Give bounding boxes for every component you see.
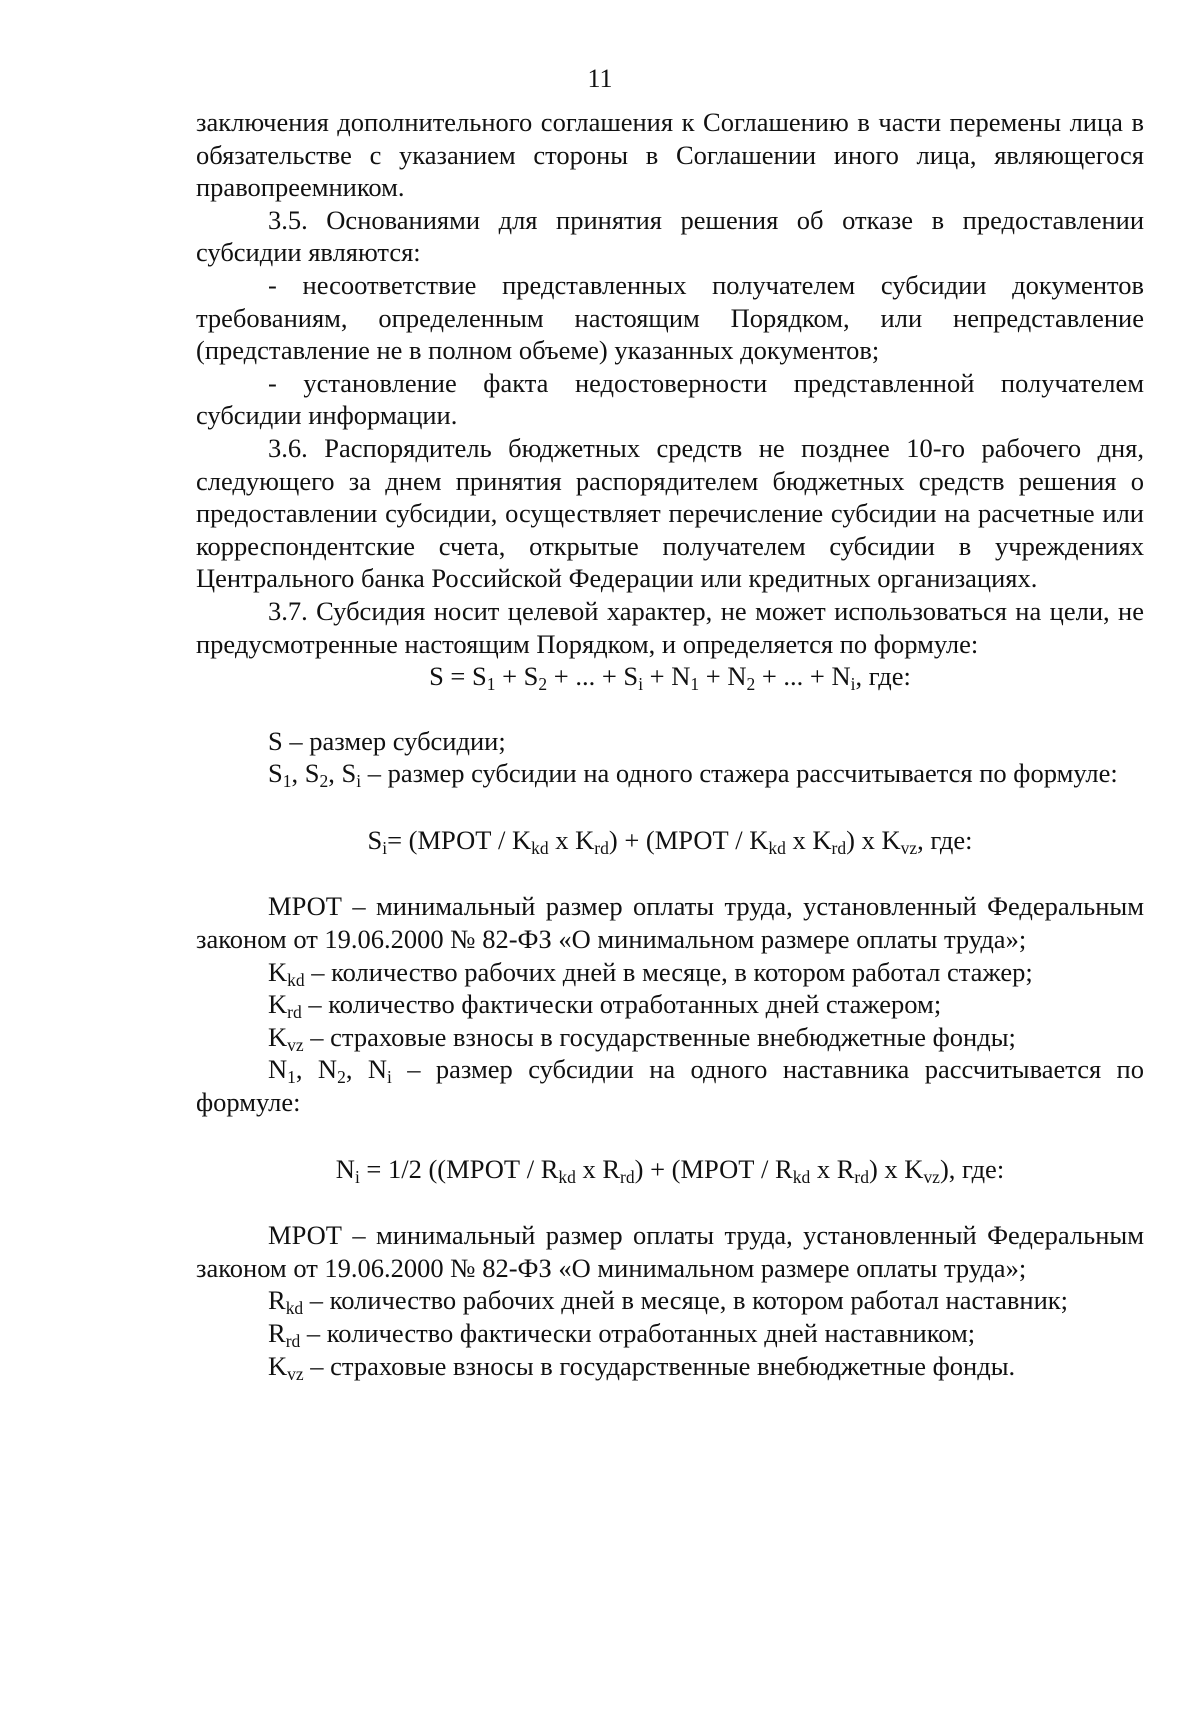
spacer [196,1185,1144,1219]
definition-kvz-2: $K_{vz}$ – страховые взносы в государственные внебюджетные фонды. [268,1350,1016,1384]
definition-mrot-2: МРОТ – минимальный размер оплаты труда, установленный Федеральным законом от 19.06.2000 № 82-ФЗ «О минимальном размере оплаты труда»; [196,1220,1144,1283]
definition-rrd: $R_{rd}$ – количество фактически отработанных дней наставником; [268,1318,976,1351]
definition-mrot-1: МРОТ – минимальный размер оплаты труда, установленный Федеральным законом от 19.06.2000 № 82-ФЗ «О минимальном размере оплаты труда»; [196,891,1144,955]
spacer [196,1119,1144,1153]
paragraph-3-6: 3.6. Распорядитель бюджетных средств не позднее 10-го рабочего дня, следующего за днем принятия распорядителем бюджетных средств решения о предоставлении субсидии, осуществляет перечисление субсидии на расчетные или корреспондентские счета, открытые получателем субсидии в учреждениях Центрального банка Российской Федерации или кредитных организациях. [196,432,1144,594]
formula-trainee: $S_i=$ (МРОТ / $K_{kd}$ x $K_{rd}$) + (МРОТ / $K_{kd}$ x $K_{rd}$) x $K_{vz}$, где: [367,824,973,858]
formula-mentor: $N_i = 1/2$ ((МРОТ / $R_{kd}$ x $R_{rd}$) + (МРОТ / $R_{kd}$ x $R_{rd}$) x $K_{vz}$), где: [335,1153,1005,1187]
definition-rkd: $R_{kd}$ – количество рабочих дней в месяце, в котором работал наставник; [268,1285,1069,1319]
page-number: 11 [587,64,613,93]
paragraph-3-5: 3.5. Основаниями для принятия решения об отказе в предоставлении субсидии являются: [196,204,1144,268]
paragraph-3-7: 3.7. Субсидия носит целевой характер, не может использоваться на цели, не предусмотренные настоящим Порядком, и определяется по формуле: [196,595,1144,659]
paragraph-3-5-item-2: - установление факта недостоверности представленной получателем субсидии информации. [196,367,1144,431]
definition-si: $S_1$, $S_2$, $S_i$ – размер субсидии на одного стажера рассчитывается по формуле: [268,758,1118,792]
paragraph-3-5-item-1: - несоответствие представленных получателем субсидии документов требованиям, определенным настоящим Порядком, или непредставление (представление не в полном объеме) указанных документов; [196,269,1144,366]
document-body [196,106,1144,1382]
spacer [196,693,1144,725]
spacer [196,790,1144,824]
spacer [196,856,1144,890]
definition-krd: $K_{rd}$ – количество фактически отработанных дней стажером; [268,989,942,1023]
definition-kkd: $K_{kd}$ – количество рабочих дней в месяце, в котором работал стажер; [268,956,1033,990]
definition-s: S – размер субсидии; [268,725,506,756]
definition-kvz-1: $K_{vz}$ – страховые взносы в государственные внебюджетные фонды; [268,1021,1016,1055]
definition-ni: $N_1$, $N_2$, $N_i$ – размер субсидии на одного наставника рассчитывается по формуле: [196,1054,1144,1118]
formula-subsidy-total: $S = S_1 + S_2$ + ... + $S_i + N_1 + N_2$ + ... + $N_i$, где: [429,661,911,694]
paragraph-intro: заключения дополнительного соглашения к Соглашению в части перемены лица в обязательстве с указанием стороны в Соглашении иного лица, являющегося правопреемником. [196,107,1144,203]
